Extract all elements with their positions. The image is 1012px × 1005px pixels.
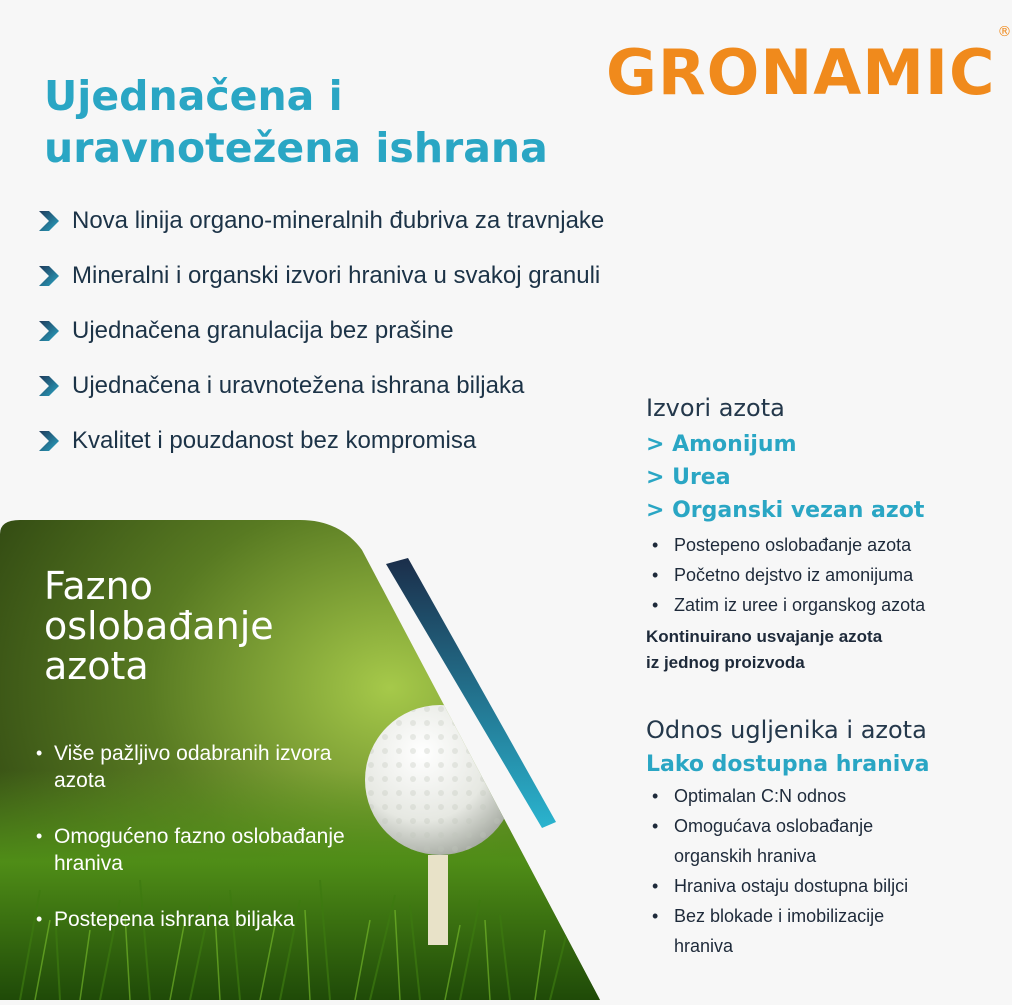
list-item-text: Bez blokade i imobilizacije hraniva	[674, 906, 885, 956]
cn-ratio-subheading: Lako dostupna hraniva	[646, 752, 930, 777]
bullet-icon: •	[652, 906, 659, 926]
nitrogen-sources-section	[646, 394, 986, 676]
nitrogen-source-item: > Urea	[646, 465, 731, 490]
bullet-icon: •	[652, 595, 659, 615]
page-title-line-2: uravnotežena ishrana	[44, 124, 548, 172]
note-line: Kontinuirano usvajanje azota	[646, 627, 883, 646]
list-item-text: Više pažljivo odabranih izvora azota	[54, 742, 332, 792]
phased-release-list	[36, 740, 376, 962]
bullet-icon: •	[36, 909, 43, 929]
list-item-text: Postepeno oslobađanje azota	[674, 535, 912, 555]
nitrogen-sources-list	[646, 530, 986, 620]
cn-ratio-section	[646, 716, 986, 961]
nitrogen-source-item: > Organski vezan azot	[646, 498, 925, 523]
nitrogen-source-item: > Amonijum	[646, 432, 797, 457]
feature-text: Ujednačena i uravnotežena ishrana biljaka	[72, 371, 525, 399]
feature-text: Mineralni i organski izvori hraniva u svakoj granuli	[72, 261, 601, 289]
bullet-icon: •	[652, 786, 659, 806]
chevron-right-icon	[36, 373, 62, 399]
cn-ratio-list	[646, 781, 946, 961]
list-item-text: Hraniva ostaju dostupna biljci	[674, 876, 909, 896]
bullet-icon: •	[652, 876, 659, 896]
brand-logo	[606, 24, 1012, 109]
list-item	[646, 811, 946, 871]
list-item	[646, 530, 986, 560]
list-item	[646, 560, 986, 590]
feature-text: Nova linija organo-mineralnih đubriva za travnjake	[72, 206, 605, 234]
phased-release-title-line-3: azota	[44, 644, 149, 688]
phased-release-title-line-1: Fazno	[44, 564, 153, 608]
list-item-text: Optimalan C:N odnos	[674, 786, 847, 806]
phased-release-title	[44, 566, 374, 686]
chevron-right-icon	[36, 318, 62, 344]
note-line: iz jednog proizvoda	[646, 653, 805, 672]
list-item	[646, 590, 986, 620]
list-item	[646, 781, 946, 811]
registered-mark: ®	[997, 24, 1012, 41]
list-item-text: Omogućava oslobađanje organskih hraniva	[674, 816, 874, 866]
chevron-right-icon	[36, 263, 62, 289]
list-item-text: Zatim iz uree i organskog azota	[674, 595, 926, 615]
list-item-text: Omogućeno fazno oslobađanje hraniva	[54, 825, 345, 875]
phased-release-title-line-2: oslobađanje	[44, 604, 274, 648]
chevron-right-icon	[36, 208, 62, 234]
page-title-line-1: Ujednačena i	[44, 72, 343, 120]
bullet-icon: •	[652, 816, 659, 836]
bullet-icon: •	[36, 826, 43, 846]
nitrogen-sources-note	[646, 624, 986, 676]
list-item	[646, 901, 946, 961]
page-title	[44, 70, 604, 174]
brand-logo-text: GRONAMIC	[606, 36, 996, 109]
feature-item	[36, 248, 776, 303]
list-item	[646, 871, 946, 901]
list-item-text: Postepena ishrana biljaka	[54, 908, 295, 931]
bullet-icon: •	[652, 535, 659, 555]
chevron-right-icon	[36, 428, 62, 454]
bullet-icon: •	[36, 743, 43, 763]
list-item	[36, 740, 376, 794]
list-item-text: Početno dejstvo iz amonijuma	[674, 565, 914, 585]
feature-item	[36, 193, 776, 248]
nitrogen-sources-heading: Izvori azota	[646, 394, 785, 422]
feature-text: Ujednačena granulacija bez prašine	[72, 316, 454, 344]
list-item	[36, 823, 376, 877]
cn-ratio-heading: Odnos ugljenika i azota	[646, 716, 927, 744]
bullet-icon: •	[652, 565, 659, 585]
feature-item	[36, 303, 776, 358]
list-item	[36, 906, 376, 933]
feature-text: Kvalitet i pouzdanost bez kompromisa	[72, 426, 477, 454]
